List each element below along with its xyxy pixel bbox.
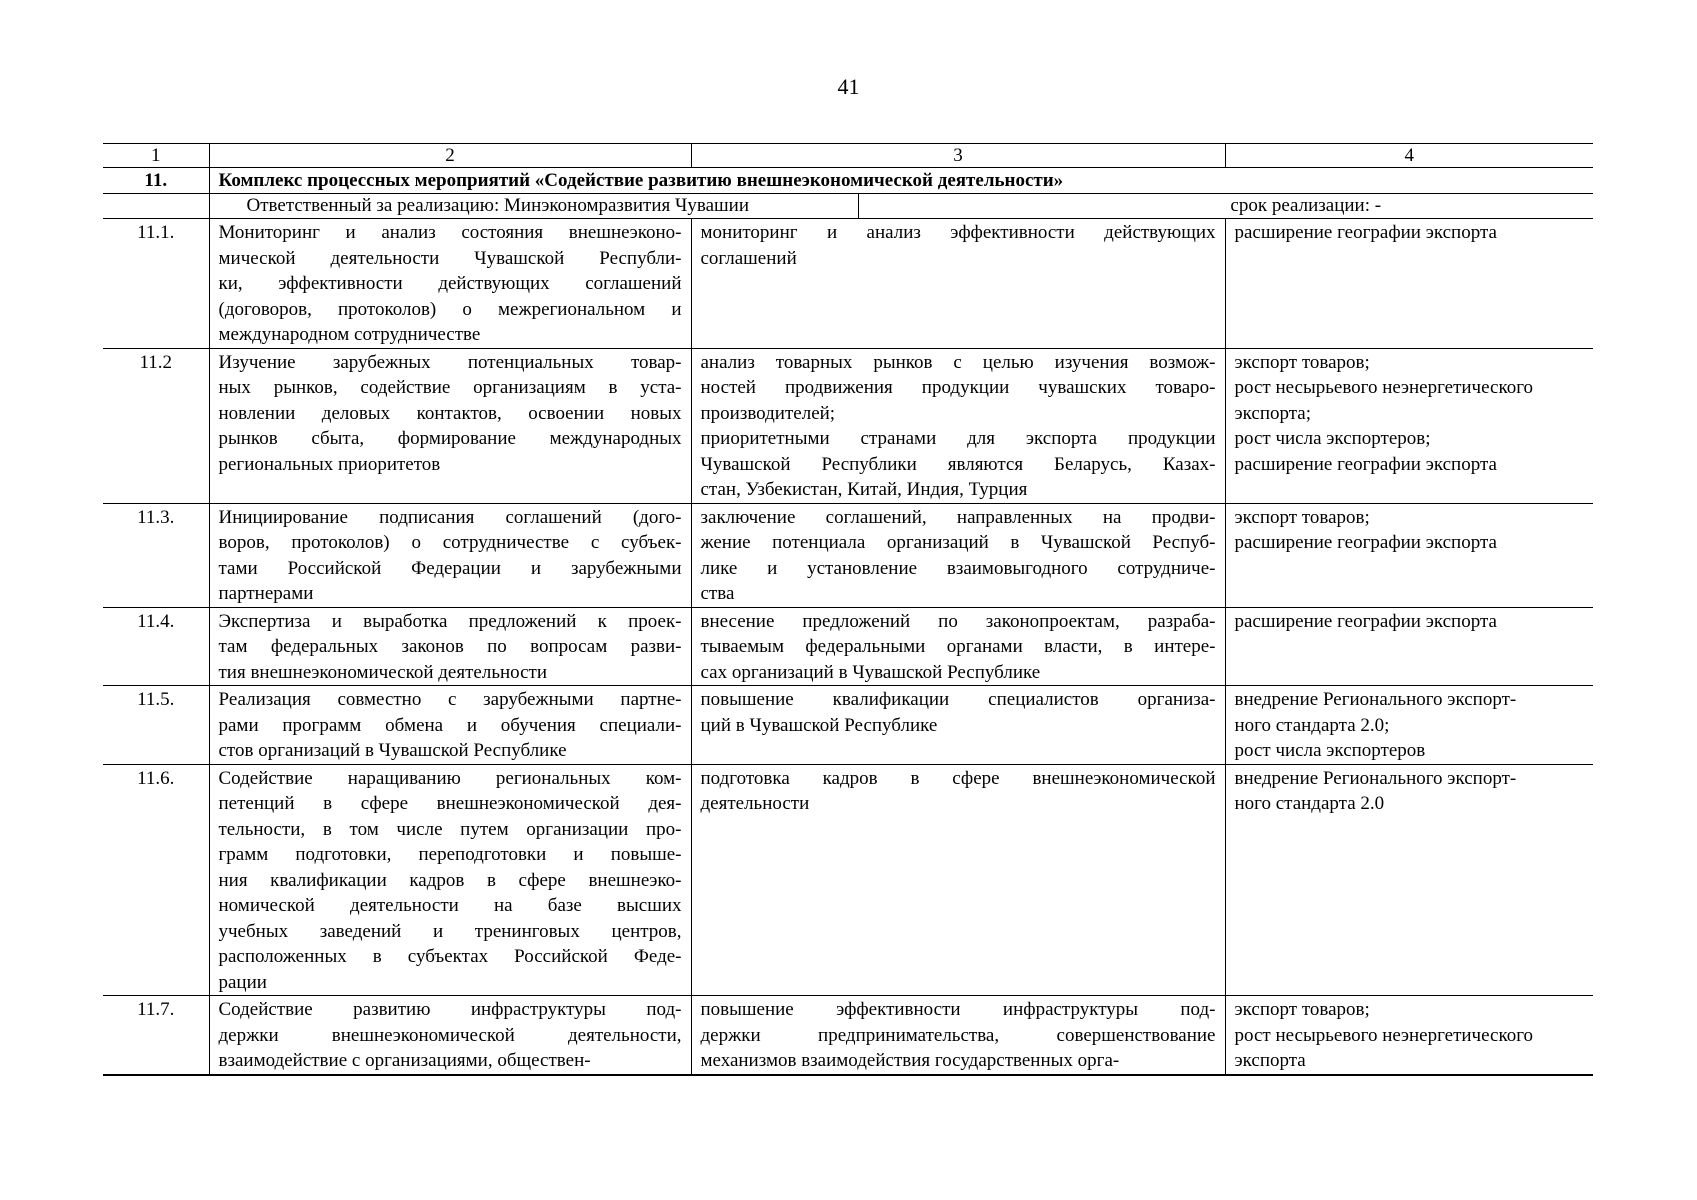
cell-line: (договоров, протоколов) о межрегиональном и [218,298,682,320]
cell-line: сах организаций в Чувашской Республике [700,661,1041,683]
table-row [103,348,1593,503]
cell-line: партнерами [218,583,314,604]
cell-line: держки предпринимательства, совершенствование [700,1024,1216,1046]
cell-line: Чувашской Республики являются Беларусь, Казах- [700,453,1216,475]
cell-line: лике и установление взаимовыгодного сотрудниче- [700,557,1216,579]
cell-line: рами программ обмена и обучения специали- [218,714,682,736]
cell-line: расположенных в субъектах Российской Феде- [218,946,682,967]
result-cell [691,764,1225,996]
cell-line: международном сотрудничестве [218,324,481,345]
cell-line: жение потенциала организаций в Чувашской Респуб- [700,532,1216,553]
column-number-3: 3 [691,144,1225,168]
cell-line: Инициирование подписания соглашений (дого- [218,506,682,528]
cell-line: тельности, в том числе путем организации про- [218,818,682,840]
cell-line: экспорта; [1234,402,1312,424]
cell-line: петенций в сфере внешнеэкономической дея- [218,793,682,814]
cell-line: соглашений [700,247,797,269]
cell-line: стан, Узбекистан, Китай, Индия, Турция [700,479,1028,500]
cell-line: номической деятельности на базе высших [218,895,682,916]
row-number: 11.4. [103,607,209,686]
cell-line: стов организаций в Чувашской Республике [218,740,567,761]
cell-line: деятельности [700,793,810,814]
cell-line: расширение географии экспорта [1234,532,1497,553]
section-title: Комплекс процессных мероприятий «Содействие развитию внешнеэкономической деятельности» [209,168,1593,194]
indicator-cell [1225,686,1593,765]
measure-cell [209,503,691,607]
cell-line: ния квалификации кадров в сфере внешнеэко- [218,869,682,891]
cell-line: ций в Чувашской Республике [700,714,938,736]
table-row [103,764,1593,996]
measure-cell [209,764,691,996]
cell-line: держки внешнеэкономической деятельности, [218,1024,682,1046]
cell-line: повышение эффективности инфраструктуры под- [700,999,1216,1020]
row-number: 11.3. [103,503,209,607]
indicator-cell [1225,764,1593,996]
responsible-text: Ответственный за реализацию: Минэкономразвития Чувашии [210,194,859,218]
cell-line: расширение географии экспорта [1234,453,1497,475]
cell-line: тываемым федеральными органами власти, в интере- [700,636,1216,657]
cell-line: приоритетными странами для экспорта продукции [700,428,1216,449]
section-number: 11. [103,168,209,194]
page-number: 41 [837,74,860,99]
indicator-cell [1225,348,1593,503]
cell-line: экспорт товаров; [1234,351,1370,373]
cell-line: заключение соглашений, направленных на продви- [700,506,1216,528]
indicator-cell [1225,219,1593,349]
column-number-2: 2 [209,144,691,168]
cell-line: повышение квалификации специалистов организа- [700,689,1216,710]
indicator-cell [1225,996,1593,1075]
table-row [103,607,1593,686]
cell-line: расширение географии экспорта [1234,222,1497,243]
indicator-cell [1225,607,1593,686]
cell-line: ного стандарта 2.0; [1234,714,1390,736]
result-cell [691,607,1225,686]
table-row [103,503,1593,607]
cell-line: рост несырьевого неэнергетического [1234,1024,1534,1046]
cell-line: ства [700,583,735,604]
cell-line: экспорт товаров; [1234,506,1370,528]
measure-cell [209,607,691,686]
cell-line: экспорт товаров; [1234,999,1370,1020]
cell-line: мониторинг и анализ эффективности действующих [700,222,1216,243]
cell-line: Содействие наращиванию региональных ком- [218,767,682,789]
row-number: 11.2 [103,348,209,503]
cell-line: экспорта [1234,1050,1306,1071]
table-row [103,996,1593,1075]
result-cell [691,686,1225,765]
cell-line: подготовка кадров в сфере внешнеэкономической [700,767,1216,789]
cell-line: взаимодействие с организациями, обществен- [218,1050,591,1071]
responsible-empty-cell [103,194,209,219]
column-number-row [103,144,1593,168]
measure-cell [209,686,691,765]
cell-line: ного стандарта 2.0 [1234,793,1385,814]
cell-line: тами Российской Федерации и зарубежными [218,557,682,579]
cell-line: производителей; [700,402,836,424]
cell-line: рост несырьевого неэнергетического [1234,377,1534,398]
cell-line: анализ товарных рынков с целью изучения возмож- [700,351,1216,373]
cell-line: новлении деловых контактов, освоении новых [218,402,682,424]
cell-line: ностей продвижения продукции чувашских товаро- [700,377,1216,398]
cell-line: рынков сбыта, формирование международных [218,428,682,449]
cell-line: рост числа экспортеров [1234,740,1426,761]
result-cell [691,219,1225,349]
cell-line: Изучение зарубежных потенциальных товар- [218,351,682,373]
cell-line: ки, эффективности действующих соглашений [218,273,682,294]
result-cell [691,996,1225,1075]
cell-line: Содействие развитию инфраструктуры под- [218,999,682,1020]
cell-line: учебных заведений и тренинговых центров, [218,920,682,942]
cell-line: региональных приоритетов [218,453,441,475]
cell-line: расширение географии экспорта [1234,610,1497,632]
column-number-4: 4 [1225,144,1593,168]
cell-line: Реализация совместно с зарубежными партне- [218,689,682,710]
measure-cell [209,219,691,349]
term-text: срок реализации: - [1230,195,1382,216]
cell-line: внесение предложений по законопроектам, разраба- [700,610,1216,632]
cell-line: внедрение Регионального экспорт- [1234,689,1517,710]
cell-line: механизмов взаимодействия государственных орга- [700,1050,1120,1071]
cell-line: грамм подготовки, переподготовки и повыше- [218,844,682,865]
result-cell [691,348,1225,503]
measures-table [103,143,1593,1076]
measure-cell [209,348,691,503]
table-row [103,219,1593,349]
row-number: 11.6. [103,764,209,996]
column-number-1: 1 [103,144,209,168]
cell-line: рации [218,971,267,993]
cell-line: тия внешнеэкономической деятельности [218,661,548,683]
cell-line: воров, протоколов) о сотрудничестве с субъек- [218,532,682,553]
cell-line: рост числа экспортеров; [1234,428,1431,449]
table-row [103,686,1593,765]
row-number: 11.1. [103,219,209,349]
section-row [103,168,1593,194]
indicator-cell [1225,503,1593,607]
cell-line: ных рынков, содействие организациям в уста- [218,377,682,398]
cell-line: внедрение Регионального экспорт- [1234,767,1517,789]
measure-cell [209,996,691,1075]
row-number: 11.5. [103,686,209,765]
row-number: 11.7. [103,996,209,1075]
cell-line: мической деятельности Чувашской Республи- [218,247,682,269]
cell-line: Экспертиза и выработка предложений к проек- [218,610,682,632]
responsible-row [103,194,1593,219]
rows-body [103,219,1593,1075]
cell-line: там федеральных законов по вопросам разви- [218,636,682,657]
result-cell [691,503,1225,607]
cell-line: Мониторинг и анализ состояния внешнеэконо- [218,222,682,243]
